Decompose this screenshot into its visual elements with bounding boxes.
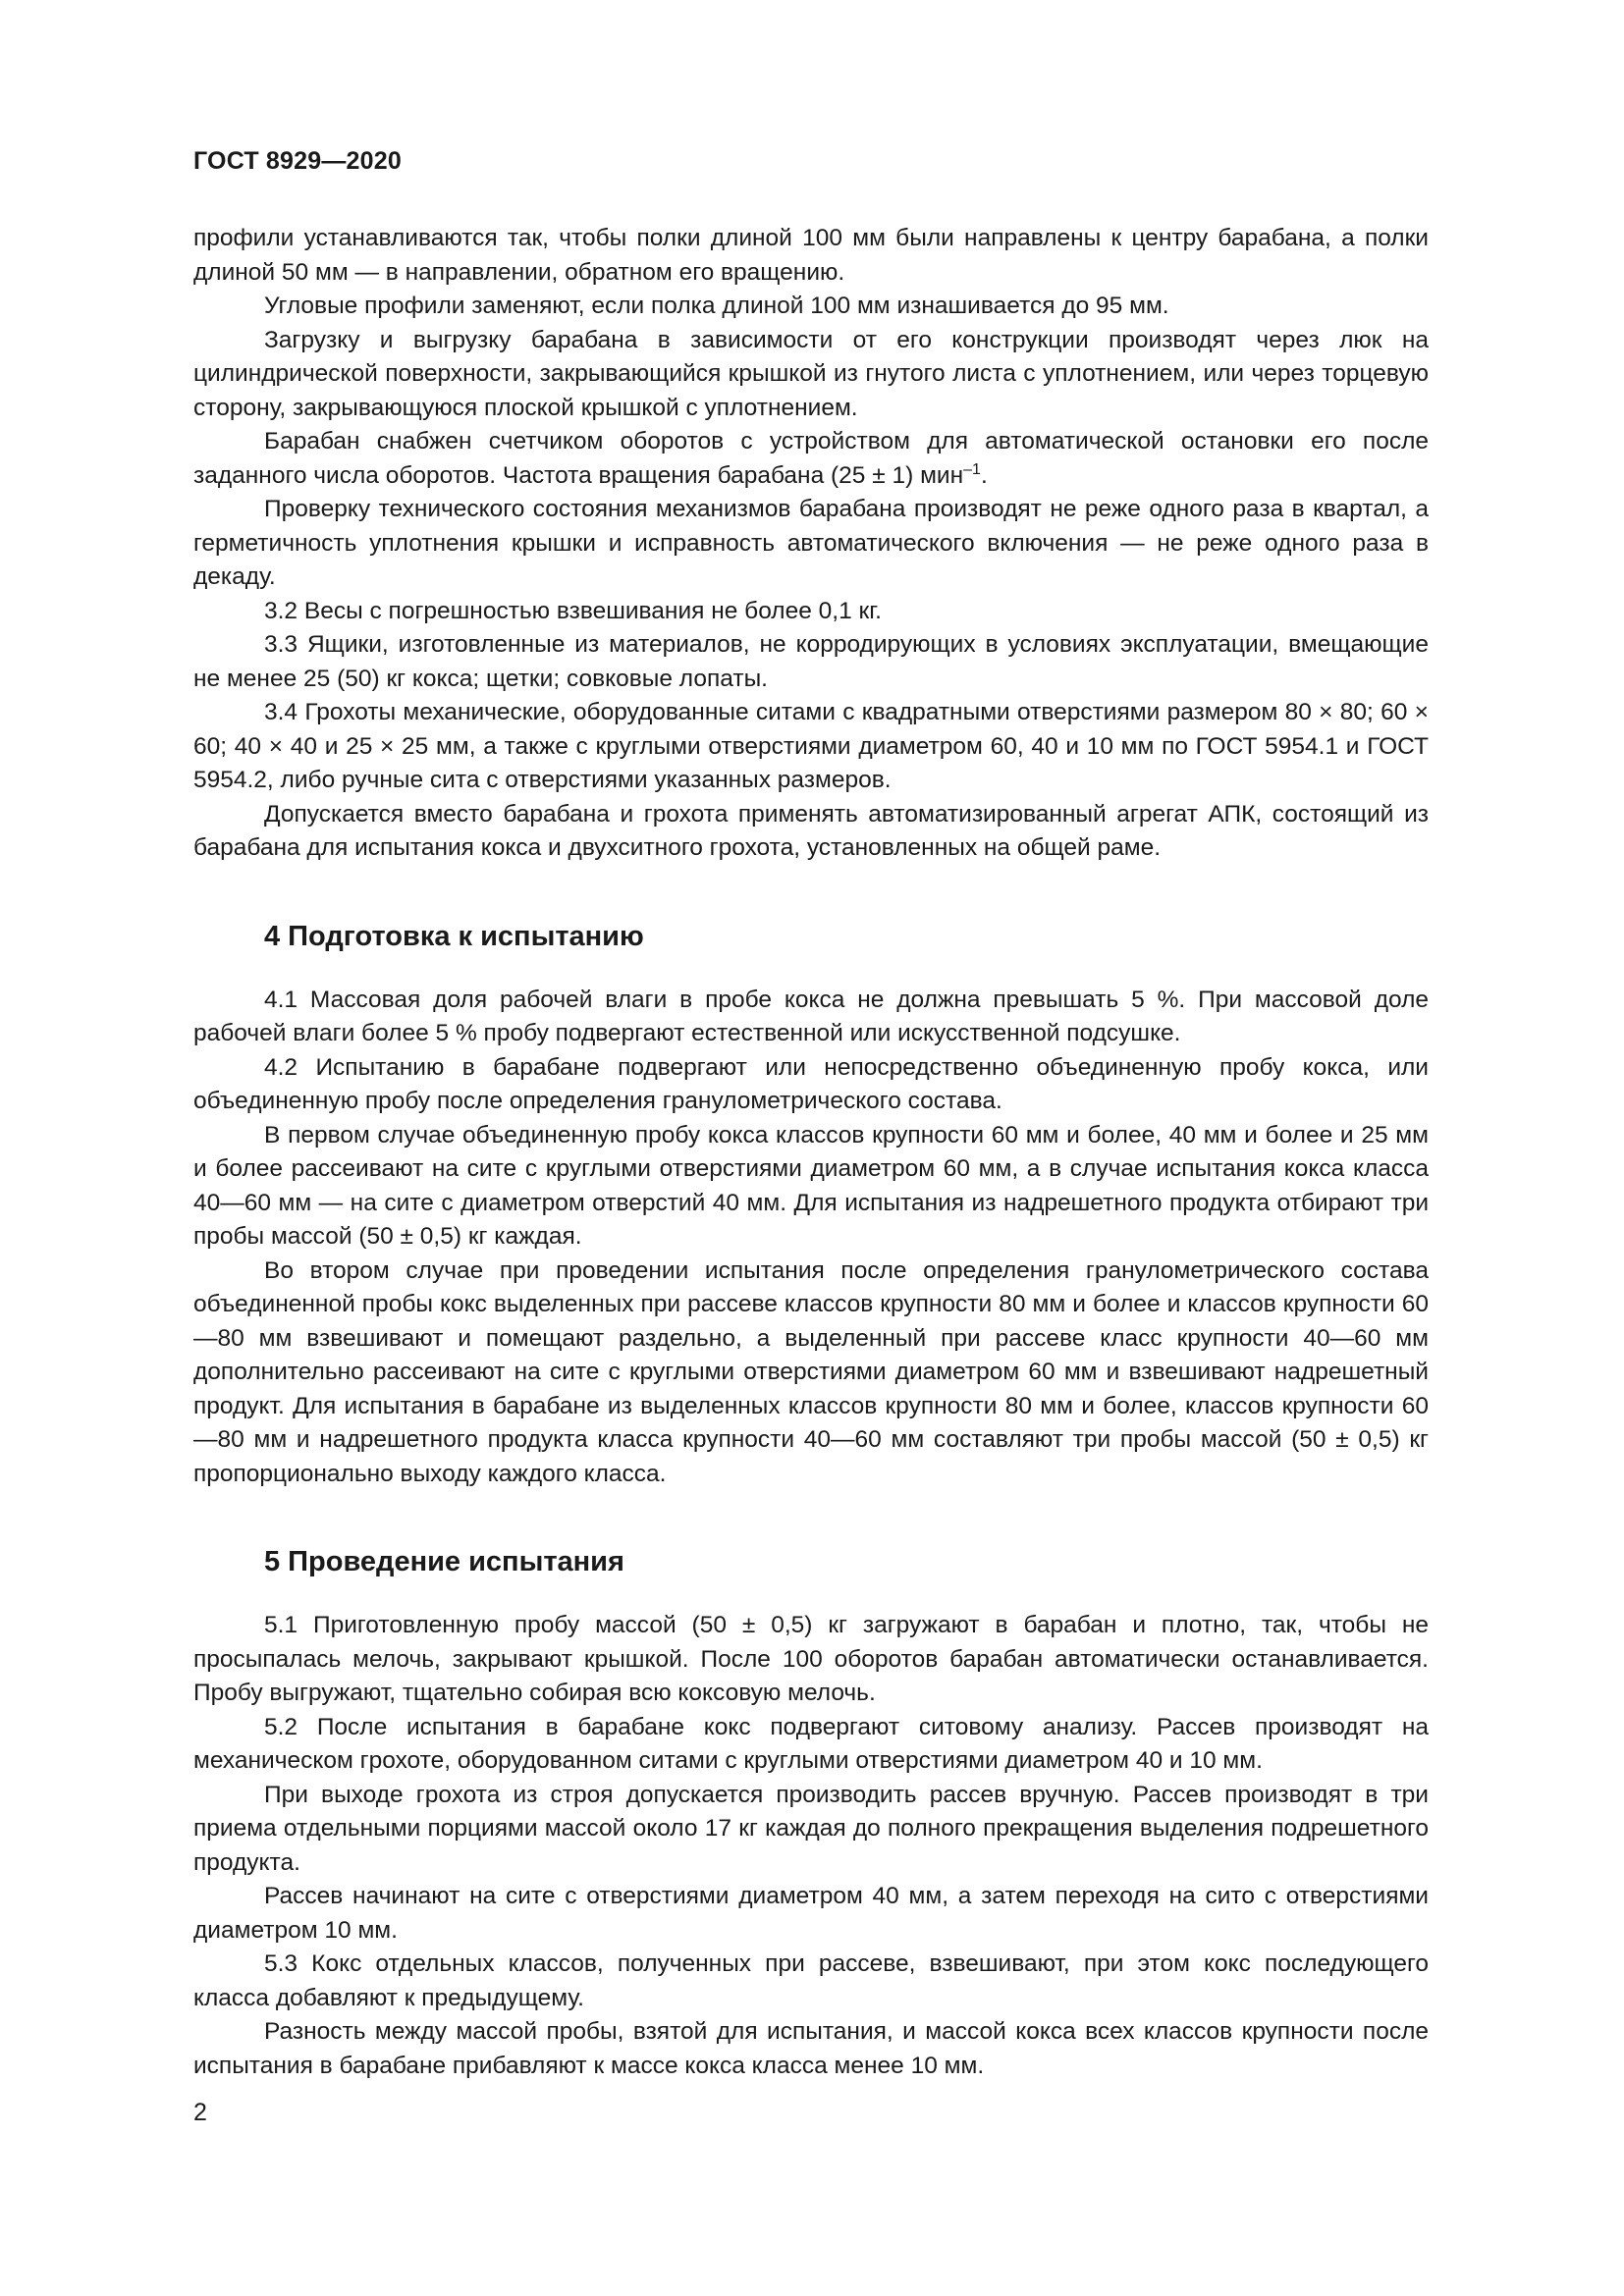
paragraph: 3.3 Ящики, изготовленные из материалов, не корродирующих в условиях эксплуатации, вмещающие не менее 25 (50) кг кокса; щетки; совковые лопаты. [193, 631, 1429, 692]
paragraph: 4.2 Испытанию в барабане подвергают или непосредственно объединенную пробу кокса, или объединенную пробу после определения гранулометрического состава. [193, 1053, 1429, 1114]
paragraph: 3.4 Грохоты механические, оборудованные ситами с квадратными отверстиями размером 80 × 80; 60 × 60; 40 × 40 и 25 × 25 мм, а также с круглыми отверстиями диаметром 60, 40 и 10 мм по ГОСТ 5954.1 и ГОСТ 5954.2, либо ручные сита с отверстиями указанных размеров. [193, 699, 1429, 793]
sentence-end: . [980, 461, 988, 489]
paragraph-rotation-frequency [193, 425, 1429, 493]
section-heading-preparation: 4 Подготовка к испытанию [264, 920, 644, 952]
unit-superscript: –1 [963, 460, 981, 478]
paragraph: Проверку технического состояния механизмов барабана производят не реже одного раза в квартал, а герметичность уплотнения крышки и исправность автоматического включения — не реже одного раза в декаду. [193, 496, 1429, 590]
paragraph: Разность между массой пробы, взятой для испытания, и массой кокса всех классов крупности после испытания в барабане прибавляют к массе кокса класса менее 10 мм. [193, 2018, 1429, 2079]
section-heading-testing: 5 Проведение испытания [264, 1546, 624, 1577]
document-body [193, 222, 1429, 2083]
paragraph: 3.2 Весы с погрешностью взвешивания не более 0,1 кг. [264, 597, 882, 624]
paragraph: Рассев начинают на сите с отверстиями диаметром 40 мм, а затем переходя на сито с отверстиями диаметром 10 мм. [193, 1883, 1429, 1944]
paragraph: Допускается вместо барабана и грохота применять автоматизированный агрегат АПК, состоящий из барабана для испытания кокса и двухситного грохота, установленных на общей раме. [193, 800, 1429, 861]
paragraph: 4.1 Массовая доля рабочей влаги в пробе кокса не должна превышать 5 %. При массовой доле рабочей влаги более 5 % пробу подвергают естественной или искусственной подсушке. [193, 986, 1429, 1046]
paragraph: 5.3 Кокс отдельных классов, полученных при рассеве, взвешивают, при этом кокс последующего класса добавляют к предыдущему. [193, 1950, 1429, 2011]
paragraph: Загрузку и выгрузку барабана в зависимости от его конструкции производят через люк на цилиндрической поверхности, закрывающийся крышкой из гнутого листа с уплотнением, или через торцевую сторону, закрывающуюся плоской крышкой с уплотнением. [193, 326, 1429, 421]
paragraph-text: Барабан снабжен счетчиком оборотов с устройством для автоматической остановки его после заданного числа оборотов. Частота вращения барабана (25 ± 1) мин [193, 428, 1429, 489]
paragraph: 5.1 Приготовленную пробу массой (50 ± 0,5) кг загружают в барабан и плотно, так, чтобы не просыпалась мелочь, закрывают крышкой. После 100 оборотов барабан автоматически останавливается. Пробу выгружают, тщательно собирая всю коксовую мелочь. [193, 1612, 1429, 1706]
paragraph: 5.2 После испытания в барабане кокс подвергают ситовому анализу. Рассев производят на механическом грохоте, оборудованном ситами с круглыми отверстиями диаметром 40 и 10 мм. [193, 1713, 1429, 1774]
paragraph: профили устанавливаются так, чтобы полки длиной 100 мм были направлены к центру барабана, а полки длиной 50 мм — в направлении, обратном его вращению. [193, 225, 1429, 286]
paragraph: При выходе грохота из строя допускается производить рассев вручную. Рассев производят в три приема отдельными порциями массой около 17 кг каждая до полного прекращения выделения подрешетного продукта. [193, 1781, 1429, 1876]
document-code-header: ГОСТ 8929—2020 [193, 147, 402, 175]
paragraph: Угловые профили заменяют, если полка длиной 100 мм изнашивается до 95 мм. [264, 293, 1169, 319]
page-number: 2 [193, 2099, 207, 2126]
paragraph: Во втором случае при проведении испытания после определения гранулометрического состава объединенной пробы кокс выделенных при рассеве классов крупности 80 мм и более и классов крупности 60—80 мм взвешивают и помещают раздельно, а выделенный при рассеве класс крупности 40—60 мм дополнительно рассеивают на сите с круглыми отверстиями диаметром 60 мм и взвешивают надрешетный продукт. Для испытания в барабане из выделенных классов крупности 80 мм и более, классов крупности 60—80 мм и надрешетного продукта класса крупности 40—60 мм составляют три пробы массой (50 ± 0,5) кг пропорционально выходу каждого класса. [193, 1256, 1429, 1487]
paragraph: В первом случае объединенную пробу кокса классов крупности 60 мм и более, 40 мм и более и 25 мм и более рассеивают на сите с круглыми отверстиями диаметром 60 мм, а в случае испытания кокса класса 40—60 мм — на сите с диаметром отверстий 40 мм. Для испытания из надрешетного продукта отбирают три пробы массой (50 ± 0,5) кг каждая. [193, 1121, 1429, 1250]
